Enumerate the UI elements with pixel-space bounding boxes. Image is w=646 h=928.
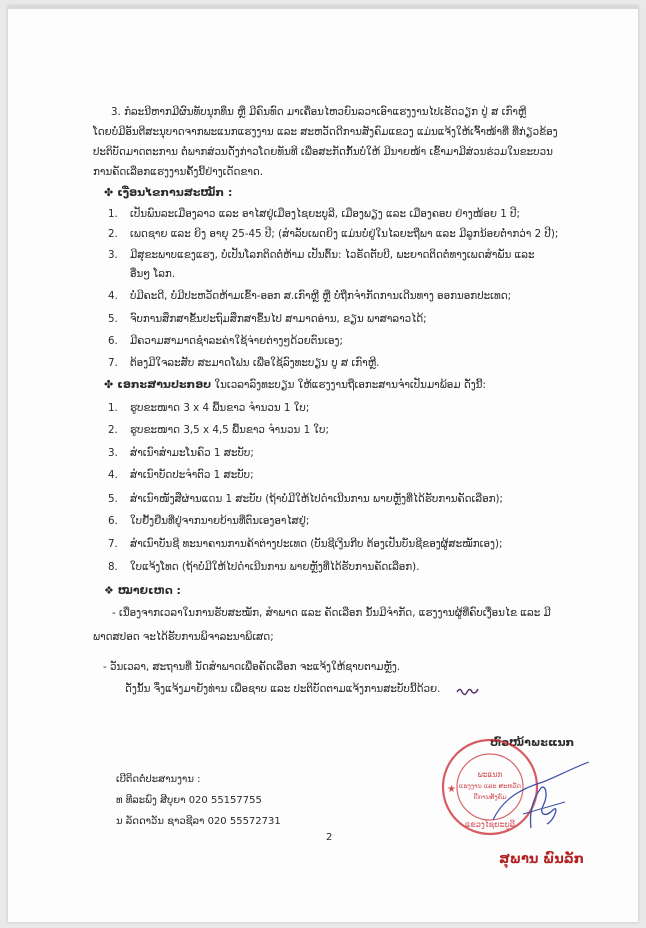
document-text: ໃບຢັ້ງຢືນທີ່ຢູ່ຈາກນາຍບ້ານທີ່ຕົນເອງອາໄສຢູ່;: [130, 515, 310, 527]
condition-item-continued: [108, 268, 175, 281]
contact-block: [116, 769, 281, 832]
closing-line: ດັ່ງນັ້ນ ຈຶ່ງແຈ້ງມາຍັງທ່ານ ເພື່ອຊາບ ແລະ ປະຕິບັດຕາມແຈ້ງການສະບັບນີ້ດ້ວຍ.: [125, 683, 441, 695]
condition-number: 7.: [108, 357, 118, 369]
department-title: ຫົວໜ້າພະແນກ: [490, 736, 575, 749]
condition-number: 6.: [108, 335, 118, 347]
note-1-line-1: - ເນື່ອງຈາກເວລາໃນການຮັບສະໝັກ, ສໍາພາດ ແລະ ຄັດເລືອກ ນັ້ນມີຈໍາກັດ, ແຮງງານຜູ້ທີ່ຄົບເງື່ອນໄຂ ແລະ ມີ: [112, 607, 551, 619]
contact-person-1: ທ ທີລະພົງ ສີບຸຍາ 020 55157755: [116, 795, 262, 806]
condition-text: ຈົບການສຶກສາຂັ້ນປະຖົມສຶກສາຂຶ້ນໄປ ສາມາດອ່ານ, ຂຽນ ພາສາລາວໄດ້;: [130, 313, 427, 325]
document-number: 3.: [108, 447, 118, 459]
condition-number: 4.: [108, 290, 118, 302]
condition-text: ເປັນພົນລະເມືອງລາວ ແລະ ອາໄສຢູ່ເມືອງໄຊຍະບູລີ, ເມືອງພຽງ ແລະ ເມືອງຄອບ ຢ່າງໜ້ອຍ 1 ປີ;: [130, 208, 520, 220]
document-text: ສໍາເນົາບັດປະຈໍາຕົວ 1 ສະບັບ;: [130, 469, 254, 481]
document-text: ສໍາເນົາສໍາມະໂນຄົວ 1 ສະບັບ;: [130, 447, 254, 459]
stamp-text-3: ດີການສັງຄົມ: [473, 793, 507, 801]
stamp-ring-text: ແຂວງໄຊຍະບູລີ: [465, 820, 515, 829]
condition-item: [108, 357, 379, 370]
stamp-text-2: ແຮງງານ ແລະ ສະຫວັດ: [459, 782, 521, 790]
svg-text:★: ★: [447, 784, 456, 795]
note-2-line-1: - ວັນເວລາ, ສະຖານທີ່ ນັດສໍາພາດເພື່ອຄັດເລືອກ ຈະແຈ້ງໃຫ້ຊາບຕາມຫຼັງ.: [103, 661, 401, 673]
condition-text: ຕ້ອງມີໃຈລະສັບ ສະມາດໂຟນ ເພື່ອໃຊ້ລົງທະບຽນ ບູ ສ ເກົາຫຼີ.: [130, 357, 380, 369]
conditions-heading-text: ເງື່ອນໄຂການສະໝັກ :: [117, 186, 233, 199]
document-page: [8, 6, 638, 922]
signer-name: ສຸພານ ພົນລັກ: [499, 852, 584, 867]
stamp-text-1: ພະແນກ: [477, 770, 503, 779]
condition-item: [108, 249, 535, 262]
page-top-edge: [8, 6, 638, 9]
document-text: ໃບແຈ້ງໂທດ (ຖ້າບໍ່ມີໃຫ້ໄປດໍາເນີນການ ພາຍຫຼັງທີ່ໄດ້ຮັບການຄັດເລືອກ).: [130, 561, 420, 573]
pointing-hand-icon: ✤: [104, 186, 114, 199]
note-heading: ໝາຍເຫດ :: [117, 584, 181, 597]
conditions-heading: [104, 186, 232, 199]
document-item: [108, 402, 309, 415]
diamond-bullet-icon: ❖: [104, 584, 114, 597]
condition-text: ບໍ່ມີຄະດີ, ບໍ່ມີປະຫວັດຫ້າມເຂົ້າ-ອອກ ສ.ເກົາຫຼີ ຫຼື ບໍ່ຖືກຈໍາກັດການເດີນທາງ ອອກນອກປະເທດ;: [130, 290, 512, 302]
contact-person-2: ນ ລັດດາວັນ ຊາວຊີລາ 020 55572731: [116, 816, 281, 827]
condition-item: [108, 208, 520, 221]
documents-heading: ເອກະສານປະກອບ: [117, 378, 212, 391]
condition-item: [108, 313, 427, 326]
end-scribble-icon: [456, 686, 480, 696]
condition-item: [108, 335, 343, 348]
document-number: 1.: [108, 402, 118, 414]
document-item: [108, 561, 419, 574]
document-item: [108, 515, 309, 528]
condition-item: [108, 290, 511, 303]
document-item: [108, 469, 254, 482]
document-item: [108, 424, 329, 437]
document-text: ສໍາເນົາບັນຊີ ທະນາຄານການຄ້າຕ່າງປະເທດ (ບັນຊີເງິນກີບ ຕ້ອງເປັນບັນຊີຂອງຜູ້ສະໝັກເອງ);: [130, 538, 503, 550]
paragraph-3-line-4: ການຄັດເລືອກແຮງງານຄັ້ງນີ້ຢ່າງເດັດຂາດ.: [93, 166, 264, 178]
document-number: 4.: [108, 469, 118, 481]
condition-text: ມີຄວາມສາມາດຊໍາລະຄ່າໃຊ້ຈ່າຍຕ່າງໆດ້ວຍຕົນເອງ;: [130, 335, 343, 347]
condition-number: 2.: [108, 228, 118, 240]
document-number: 8.: [108, 561, 118, 573]
document-item: [108, 447, 254, 460]
document-number: 7.: [108, 538, 118, 550]
documents-intro: ໃນເວລາລົງທະບຽນ ໃຫ້ແຮງງານຖືເອກະສານຈໍາເປັນມາພ້ອມ ດັ່ງນີ້:: [214, 379, 486, 391]
handwritten-signature-icon: [483, 758, 593, 838]
condition-item: [108, 228, 558, 241]
page-number: 2: [326, 832, 333, 843]
contact-heading: ເບີຕິດຕໍ່ປະສານງານ :: [116, 774, 201, 785]
document-text: ຮູບຂະໜາດ 3,5 x 4,5 ພື້ນຂາວ ຈໍານວນ 1 ໃບ;: [130, 424, 329, 436]
paragraph-3-line-2: ໂດຍບໍ່ມີອັນຕີສະນຸບາດຈາກພະແນກແຮງງານ ແລະ ສະຫວັດດີການສັງຄົມແຂວງ ແມ່ນແຈ້ງໃຫ້ເຈົ້າໜ້າທີ່ ທີ່ກ່ຽວຂ້ອງ: [93, 126, 558, 138]
document-number: 6.: [108, 515, 118, 527]
documents-heading-line: [104, 378, 486, 392]
condition-number: 1.: [108, 208, 118, 220]
document-text: ຮູບຂະໜາດ 3 x 4 ພື້ນຂາວ ຈໍານວນ 1 ໃບ;: [130, 402, 310, 414]
paragraph-3-line-3: ປະຕິບັດມາດຕະການ ຕໍ່ພາກສ່ວນດັ່ງກ່າວໂດຍທັນທີ ເພື່ອສະກັດກັ້ນບໍ່ໃຫ້ ມີນາຍໜ້າ ເຂົ້າມາມີສ່ວນຮ່ວມໃນຂະບວນ: [93, 146, 553, 158]
note-heading-line: [104, 584, 181, 597]
document-number: 5.: [108, 493, 118, 505]
document-item: [108, 493, 503, 506]
pointing-hand-icon: ✤: [104, 378, 114, 391]
note-1-line-2: ພາດສປອດ ຈະໄດ້ຮັບການພິຈາລະນາພິເສດ;: [93, 631, 274, 643]
condition-text: ມີສຸຂະພາບແຂງແຮງ, ບໍ່ເປັນໂລກຕິດຕໍ່ຫ້າມ ເປັນຕົ້ນ: ໄວຣັດຕັບບີ, ພະຍາດຕິດຕໍ່ທາງເພດສໍາພັນ ແລະ: [130, 249, 535, 261]
document-number: 2.: [108, 424, 118, 436]
condition-text: ເພດຊາຍ ແລະ ຍິງ ອາຍຸ 25-45 ປີ; (ສໍາລັບເພດຍິງ ແມ່ນບໍ່ຢູ່ໃນໄລຍະຖືພາ ແລະ ມີລູກນ້ອຍຕໍ່າກວ່າ 2 ປີ);: [130, 228, 559, 240]
condition-text: ອື່ນໆ ໂລກ.: [130, 268, 176, 280]
document-item: [108, 538, 502, 551]
condition-number: 3.: [108, 249, 118, 261]
paragraph-3-line-1: 3. ກໍລະນີຫາກມີຜົນທັບນຸກທຶນ ຫຼື ມີຄົນທົດ ມາເຄື່ອນໄຫວຍົນລວາເອົາແຮງງານໄປເຮັດວຽກ ປູ່ ສ ເກົາຫຼີ: [111, 106, 527, 118]
condition-number: 5.: [108, 313, 118, 325]
document-text: ສໍາເນົາໜັງສືຜ່ານແດນ 1 ສະບັບ (ຖ້າບໍ່ມີໃຫ້ໄປດໍາເນີນການ ພາຍຫຼັງທີ່ໄດ້ຮັບການຄັດເລືອກ);: [130, 493, 503, 505]
